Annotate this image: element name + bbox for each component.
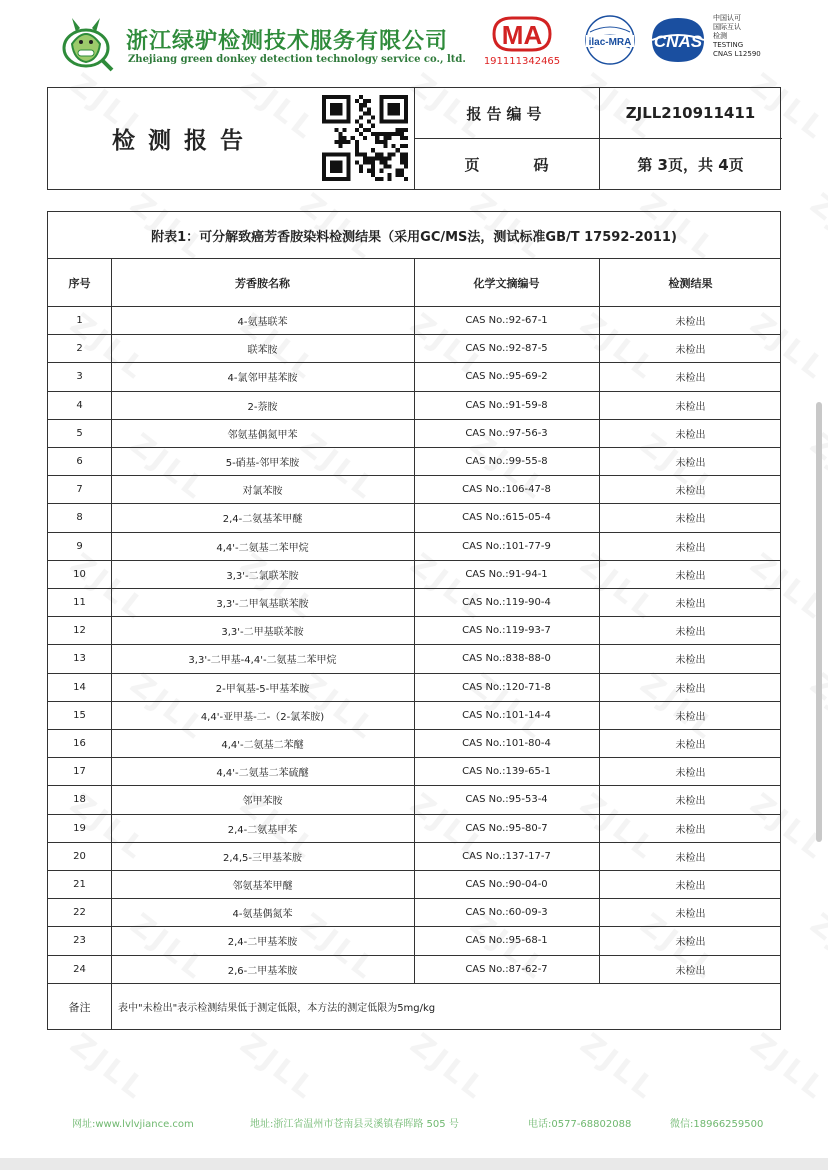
amine-name: 2,4-二氨基苯甲醚 <box>222 514 303 526</box>
report-number: ZJLL210911411 <box>625 104 756 122</box>
amine-name: 邻氨基苯甲醚 <box>232 881 293 893</box>
cas-number: CAS No.:101-80-4 <box>462 738 551 750</box>
cas-number: CAS No.:119-90-4 <box>462 597 551 609</box>
footer-phone: 电话:0577-68802088 <box>528 1119 632 1130</box>
test-result: 未检出 <box>675 599 706 611</box>
cnas-accreditation-text: 中国认可 国际互认 检测 TESTING CNAS L12590 <box>713 14 761 58</box>
row-index: 6 <box>76 456 83 468</box>
row-index: 1 <box>76 315 83 327</box>
amine-name: 4,4'-亚甲基-二-（2-氯苯胺) <box>200 711 325 723</box>
cas-number: CAS No.:95-80-7 <box>465 822 548 834</box>
test-result: 未检出 <box>675 740 706 752</box>
test-result: 未检出 <box>675 317 706 329</box>
test-result: 未检出 <box>675 345 706 357</box>
row-index: 19 <box>73 822 86 834</box>
watermark-text <box>63 1027 153 1108</box>
table-row <box>48 392 780 420</box>
cas-number: CAS No.:95-68-1 <box>465 935 548 947</box>
table-row <box>48 589 780 617</box>
note-row <box>48 984 780 1029</box>
watermark-text <box>803 187 828 268</box>
row-index: 9 <box>76 540 83 552</box>
cas-number: CAS No.:137-17-7 <box>462 850 551 862</box>
table-row <box>48 815 780 843</box>
company-name-en: Zhejiang green donkey detection technology service co., ltd. <box>128 54 466 65</box>
cnas-logo-icon <box>644 14 712 66</box>
amine-name: 4,4'-二氨基二苯醚 <box>221 740 304 752</box>
amine-name: 3,3'-二甲氧基联苯胺 <box>216 599 309 611</box>
watermark-text <box>233 1027 323 1108</box>
watermark-text <box>573 1027 663 1108</box>
watermark-text <box>743 1027 828 1108</box>
page-value: 第 3页，共 4页 <box>637 155 744 174</box>
amine-name: 3,3'-二氯联苯胺 <box>226 570 299 582</box>
table-row <box>48 871 780 899</box>
table-row <box>48 617 780 645</box>
amine-name: 2,6-二甲基苯胺 <box>227 965 298 977</box>
test-result: 未检出 <box>675 711 706 723</box>
table-row <box>48 448 780 476</box>
row-index: 8 <box>76 512 83 524</box>
test-result: 未检出 <box>675 429 706 441</box>
table-row <box>48 758 780 786</box>
qr-code-icon[interactable] <box>322 94 408 182</box>
amine-name: 4,4'-二氨基二苯甲烷 <box>216 542 309 554</box>
amine-name: 4-氯邻甲基苯胺 <box>227 373 298 385</box>
cas-number: CAS No.:97-56-3 <box>465 427 548 439</box>
row-index: 17 <box>73 766 86 778</box>
row-index: 5 <box>76 427 83 439</box>
test-result: 未检出 <box>675 570 706 582</box>
cas-number: CAS No.:615-05-4 <box>462 512 551 524</box>
report-number-label: 报告编号 <box>466 104 547 123</box>
cas-number: CAS No.:99-55-8 <box>465 456 548 468</box>
row-index: 23 <box>73 935 86 947</box>
cas-number: CAS No.:119-93-7 <box>462 625 551 637</box>
test-result: 未检出 <box>675 542 706 554</box>
cas-number: CAS No.:101-77-9 <box>462 540 551 552</box>
watermark-text <box>403 1027 493 1108</box>
row-index: 7 <box>76 484 83 496</box>
ilac-logo-text: ilac-MRA <box>588 37 632 48</box>
row-index: 13 <box>73 653 86 665</box>
table-row <box>48 956 780 984</box>
header-result: 检测结果 <box>668 276 713 290</box>
table-row <box>48 927 780 955</box>
header-amine-name: 芳香胺名称 <box>235 276 290 290</box>
amine-name: 3,3'-二甲基-4,4'-二氨基二苯甲烷 <box>188 655 337 667</box>
test-result: 未检出 <box>675 458 706 470</box>
table-row <box>48 307 780 335</box>
table-row <box>48 645 780 673</box>
cas-number: CAS No.:120-71-8 <box>462 681 551 693</box>
cas-number: CAS No.:106-47-8 <box>462 484 551 496</box>
table-title: 附表1：可分解致癌芳香胺染料检测结果（采用GC/MS法，测试标准GB/T 17592-2011) <box>48 212 780 259</box>
amine-name: 对氯苯胺 <box>242 486 283 498</box>
cas-number: CAS No.:91-94-1 <box>465 568 548 580</box>
test-result: 未检出 <box>675 683 706 695</box>
ma-number: 191111342465 <box>483 56 561 67</box>
note-label: 备注 <box>68 1000 91 1014</box>
report-title: 检测报告 <box>112 128 256 154</box>
cas-number: CAS No.:92-87-5 <box>465 343 548 355</box>
cma-seal <box>482 14 562 70</box>
footer-address: 地址:浙江省温州市苍南县灵溪镇春晖路 505 号 <box>250 1119 459 1130</box>
table-row <box>48 899 780 927</box>
row-index: 14 <box>73 681 86 693</box>
test-result: 未检出 <box>675 937 706 949</box>
test-result: 未检出 <box>675 768 706 780</box>
scrollbar[interactable] <box>816 402 822 842</box>
test-result: 未检出 <box>675 373 706 385</box>
cas-number: CAS No.:87-62-7 <box>465 963 548 975</box>
amine-name: 4-氨基联苯 <box>237 317 288 329</box>
table-row <box>48 420 780 448</box>
note-text: 表中"未检出"表示检测结果低于测定低限，本方法的测定低限为5mg/kg <box>118 1003 436 1014</box>
row-index: 24 <box>73 963 86 975</box>
row-index: 20 <box>73 850 86 862</box>
footer-website[interactable]: 网址:www.lvlvjiance.com <box>72 1119 194 1130</box>
cas-number: CAS No.:139-65-1 <box>462 766 551 778</box>
table-row <box>48 674 780 702</box>
row-index: 11 <box>73 597 86 609</box>
ilac-mra-logo-icon <box>582 14 638 66</box>
cnas-logo-text: CNAS <box>653 32 703 51</box>
cas-number: CAS No.:95-53-4 <box>465 794 548 806</box>
ma-logo-text: MA <box>501 20 543 50</box>
watermark-text <box>803 907 828 988</box>
amine-name: 5-硝基-邻甲苯胺 <box>225 458 300 470</box>
cma-logo-icon <box>482 14 562 56</box>
table-row <box>48 561 780 589</box>
test-result: 未检出 <box>675 401 706 413</box>
page-label: 页 码 <box>464 155 549 174</box>
amine-name: 2-甲氧基-5-甲基苯胺 <box>215 683 310 695</box>
row-index: 2 <box>76 343 83 355</box>
test-result: 未检出 <box>675 627 706 639</box>
test-result: 未检出 <box>675 796 706 808</box>
donkey-logo-icon <box>58 14 118 74</box>
row-index: 21 <box>73 879 86 891</box>
cas-number: CAS No.:92-67-1 <box>465 315 548 327</box>
row-index: 3 <box>76 371 83 383</box>
test-result: 未检出 <box>675 881 706 893</box>
cas-number: CAS No.:838-88-0 <box>462 653 551 665</box>
table-row <box>48 702 780 730</box>
test-result: 未检出 <box>675 824 706 836</box>
test-result: 未检出 <box>675 965 706 977</box>
table-row <box>48 504 780 532</box>
row-index: 16 <box>73 738 86 750</box>
cas-number: CAS No.:101-14-4 <box>462 709 551 721</box>
row-index: 22 <box>73 907 86 919</box>
company-logo <box>58 14 478 74</box>
amine-name: 4,4'-二氨基二苯硫醚 <box>216 768 309 780</box>
amine-name: 邻甲苯胺 <box>242 796 283 808</box>
cas-number: CAS No.:95-69-2 <box>465 371 548 383</box>
amine-name: 4-氨基偶氮苯 <box>232 909 293 921</box>
amine-name: 2,4-二氨基甲苯 <box>227 824 298 836</box>
amine-name: 3,3'-二甲基联苯胺 <box>221 627 304 639</box>
cas-number: CAS No.:90-04-0 <box>465 879 548 891</box>
test-result: 未检出 <box>675 852 706 864</box>
test-result: 未检出 <box>675 909 706 921</box>
test-result: 未检出 <box>675 486 706 498</box>
row-index: 18 <box>73 794 86 806</box>
amine-name: 2,4,5-三甲基苯胺 <box>222 852 303 864</box>
table-row <box>48 730 780 758</box>
table-row <box>48 843 780 871</box>
row-index: 4 <box>76 399 83 411</box>
footer-wechat: 微信:18966259500 <box>670 1119 764 1130</box>
table-row <box>48 786 780 814</box>
table-row <box>48 476 780 504</box>
table-row <box>48 363 780 391</box>
amine-name: 2-萘胺 <box>247 401 278 413</box>
test-result: 未检出 <box>675 514 706 526</box>
amine-name: 2,4-二甲基苯胺 <box>227 937 298 949</box>
amine-name: 邻氨基偶氮甲苯 <box>227 429 298 441</box>
table-row <box>48 533 780 561</box>
results-table <box>47 211 781 1030</box>
bottom-bar <box>0 1158 828 1170</box>
test-result: 未检出 <box>675 655 706 667</box>
cas-number: CAS No.:91-59-8 <box>465 399 548 411</box>
amine-name: 联苯胺 <box>247 345 278 357</box>
row-index: 12 <box>73 625 86 637</box>
company-name-cn: 浙江绿驴检测技术服务有限公司 <box>126 29 449 54</box>
cas-number: CAS No.:60-09-3 <box>465 907 548 919</box>
header-index: 序号 <box>68 276 91 290</box>
row-index: 10 <box>73 568 86 580</box>
row-index: 15 <box>73 709 86 721</box>
report-info-table <box>47 87 781 190</box>
table-row <box>48 335 780 363</box>
header-cas-number: 化学文摘编号 <box>473 276 540 290</box>
